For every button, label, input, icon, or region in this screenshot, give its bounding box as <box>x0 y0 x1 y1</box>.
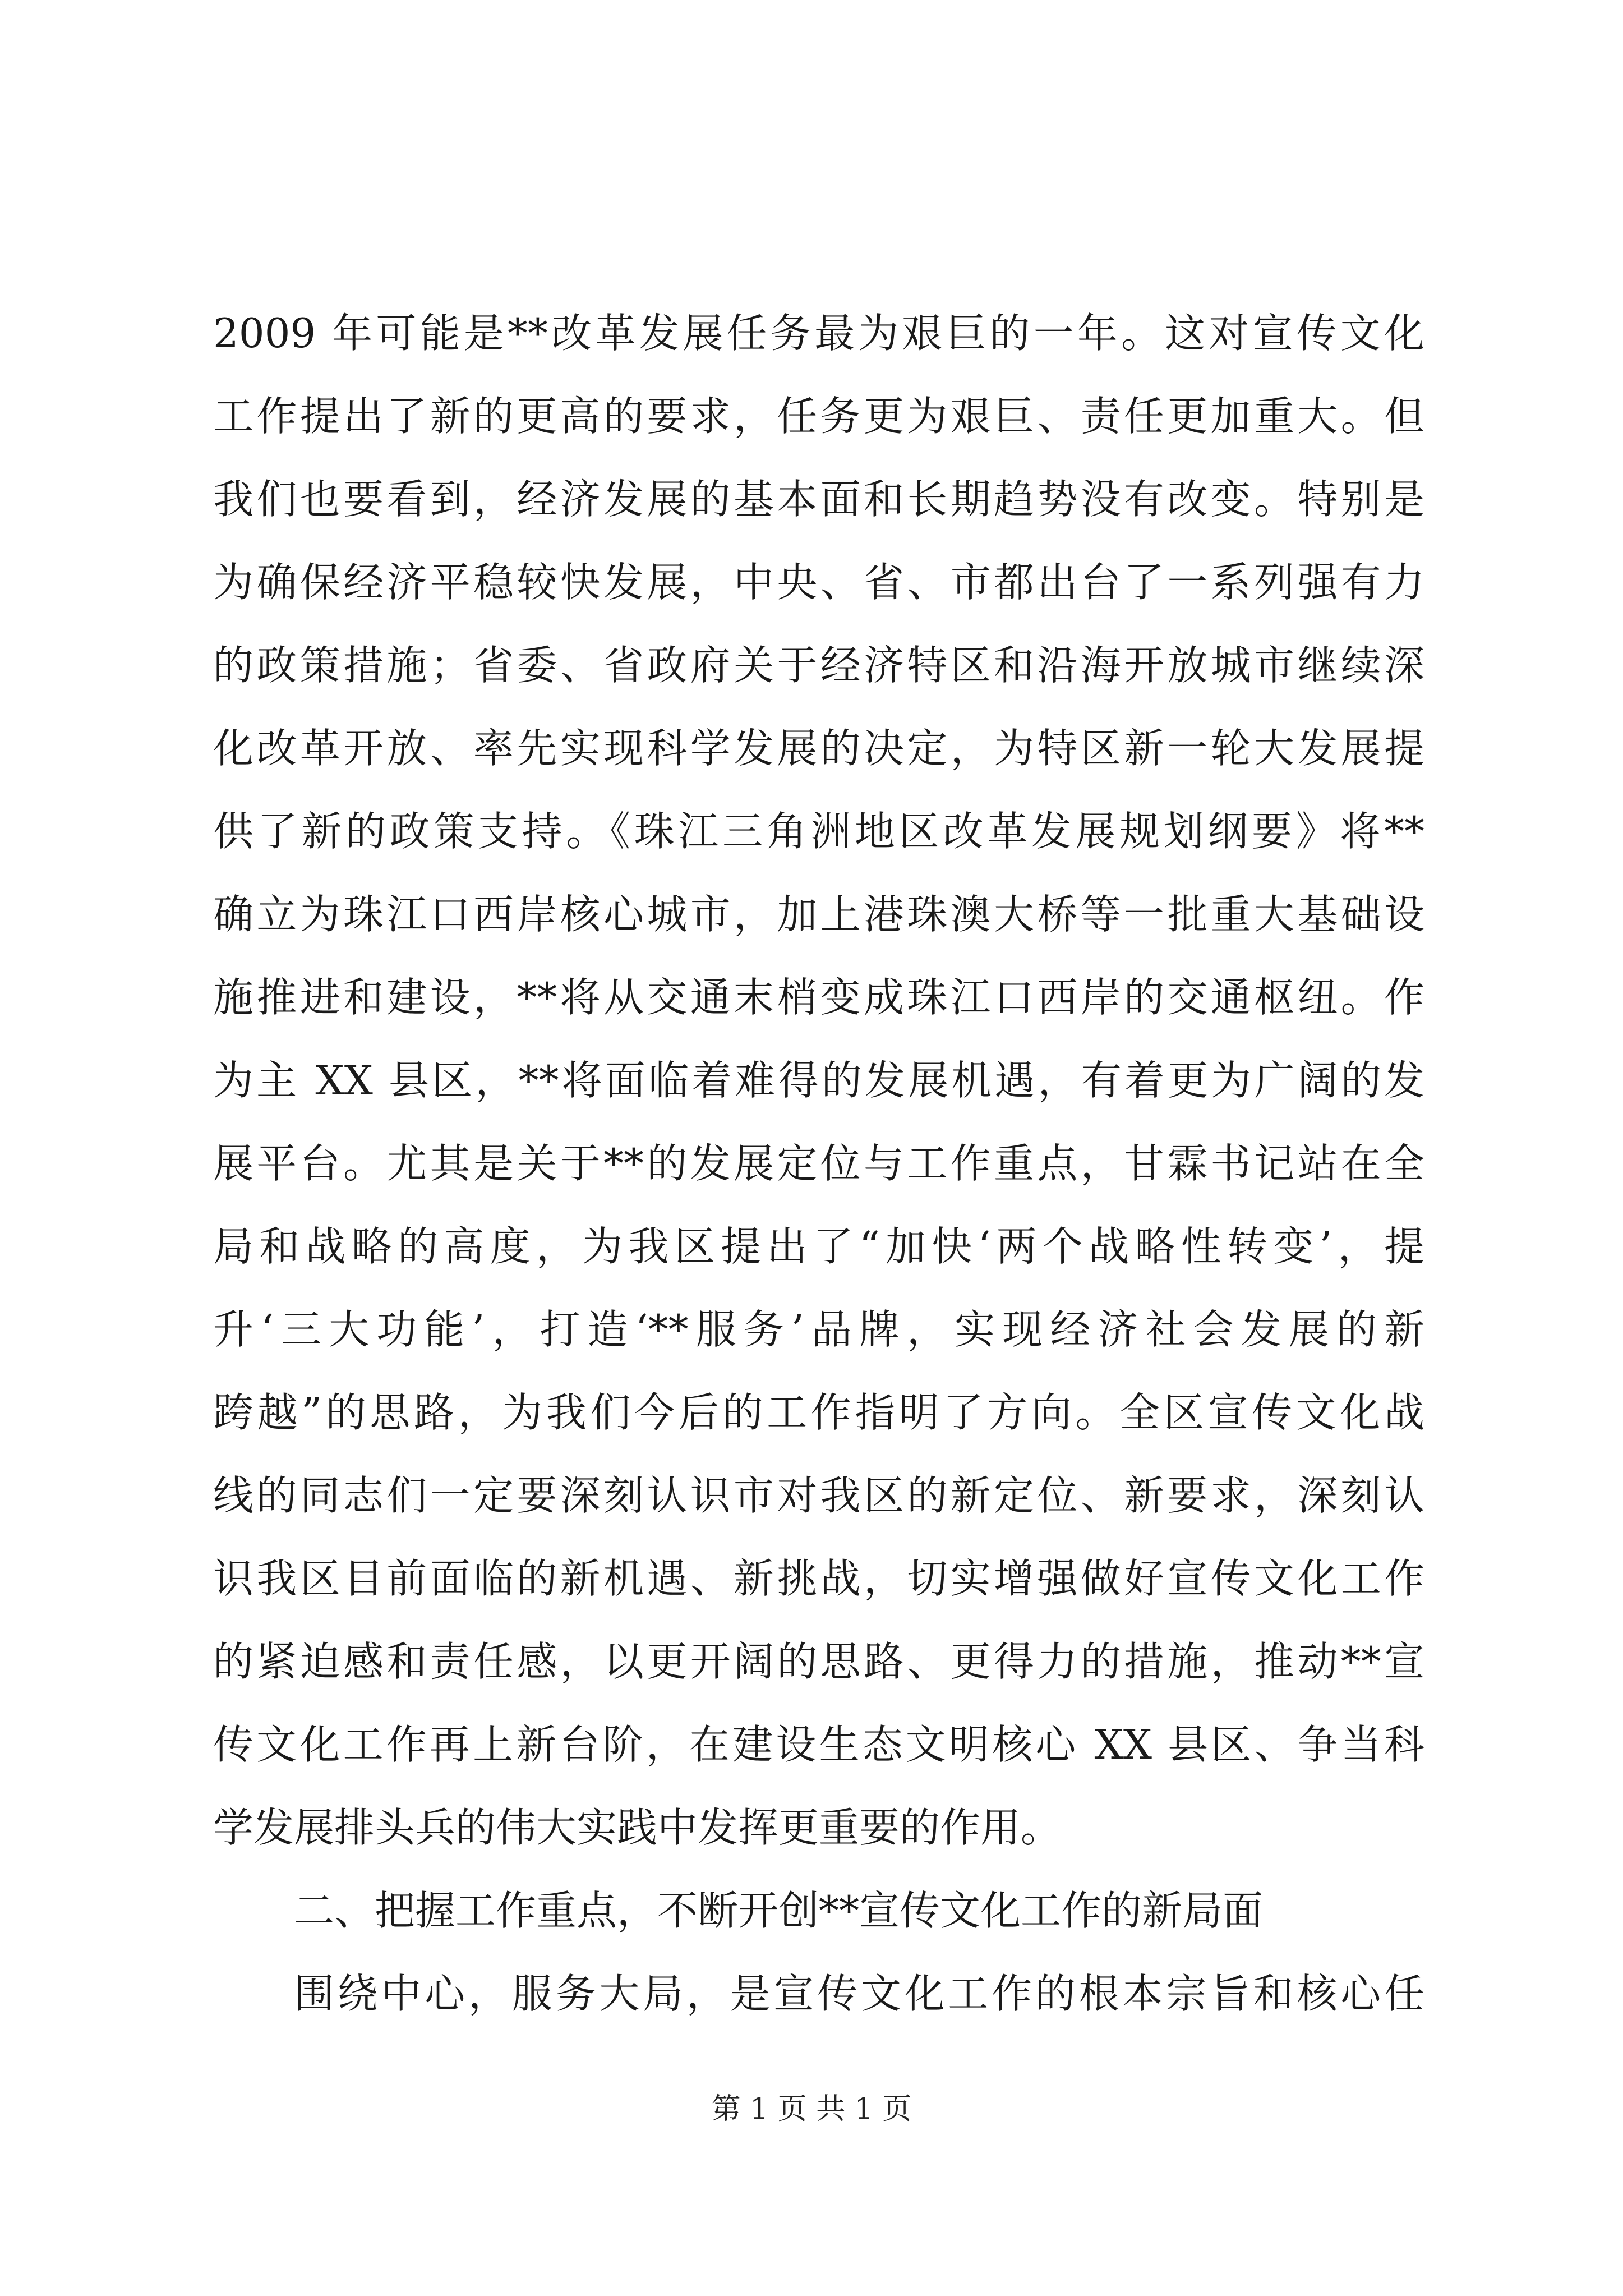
text-line: 线的同志们一定要深刻认识市对我区的新定位、新要求，深刻认 <box>213 1472 1424 1519</box>
paragraph-end-line: 学发展排头兵的伟大实践中发挥更重要的作用。 <box>213 1804 1062 1851</box>
text-line: 为主 XX 县区，**将面临着难得的发展机遇，有着更为广阔的发 <box>213 1057 1424 1104</box>
page-number-label: 第 1 页 共 1 页 <box>711 2092 912 2126</box>
text-line: 的紧迫感和责任感，以更开阔的思路、更得力的措施，推动**宣 <box>213 1638 1424 1685</box>
text-line: 工作提出了新的更高的要求，任务更为艰巨、责任更加重大。但 <box>213 393 1424 440</box>
paragraph-start-line: 围绕中心，服务大局，是宣传文化工作的根本宗旨和核心任 <box>294 1970 1424 2017</box>
text-line: 我们也要看到，经济发展的基本面和长期趋势没有改变。特别是 <box>213 476 1424 523</box>
text-line: 局和战略的高度，为我区提出了“加快‘两个战略性转变’，提 <box>213 1223 1424 1270</box>
page-footer <box>0 2090 1623 2129</box>
body-text <box>213 292 1424 2035</box>
text-line: 供了新的政策支持。《珠江三角洲地区改革发展规划纲要》将** <box>213 808 1424 855</box>
text-line: 确立为珠江口西岸核心城市，加上港珠澳大桥等一批重大基础设 <box>213 891 1424 938</box>
text-line: 传文化工作再上新台阶，在建设生态文明核心 XX 县区、争当科 <box>213 1721 1424 1768</box>
text-line: 化改革开放、率先实现科学发展的决定，为特区新一轮大发展提 <box>213 725 1424 772</box>
text-line: 跨越”的思路，为我们今后的工作指明了方向。全区宣传文化战 <box>213 1389 1424 1436</box>
text-line: 展平台。尤其是关于**的发展定位与工作重点，甘霖书记站在全 <box>213 1140 1424 1187</box>
text-line: 施推进和建设，**将从交通末梢变成珠江口西岸的交通枢纽。作 <box>213 974 1424 1021</box>
section-heading: 二、把握工作重点，不断开创**宣传文化工作的新局面 <box>294 1887 1264 1934</box>
text-line: 2009 年可能是**改革发展任务最为艰巨的一年。这对宣传文化 <box>213 310 1424 357</box>
text-line: 为确保经济平稳较快发展，中央、省、市都出台了一系列强有力 <box>213 559 1424 606</box>
text-line: 识我区目前面临的新机遇、新挑战，切实增强做好宣传文化工作 <box>213 1555 1424 1602</box>
text-line: 的政策措施；省委、省政府关于经济特区和沿海开放城市继续深 <box>213 642 1424 689</box>
text-line: 升‘三大功能’，打造‘**服务’品牌，实现经济社会发展的新 <box>213 1306 1424 1353</box>
